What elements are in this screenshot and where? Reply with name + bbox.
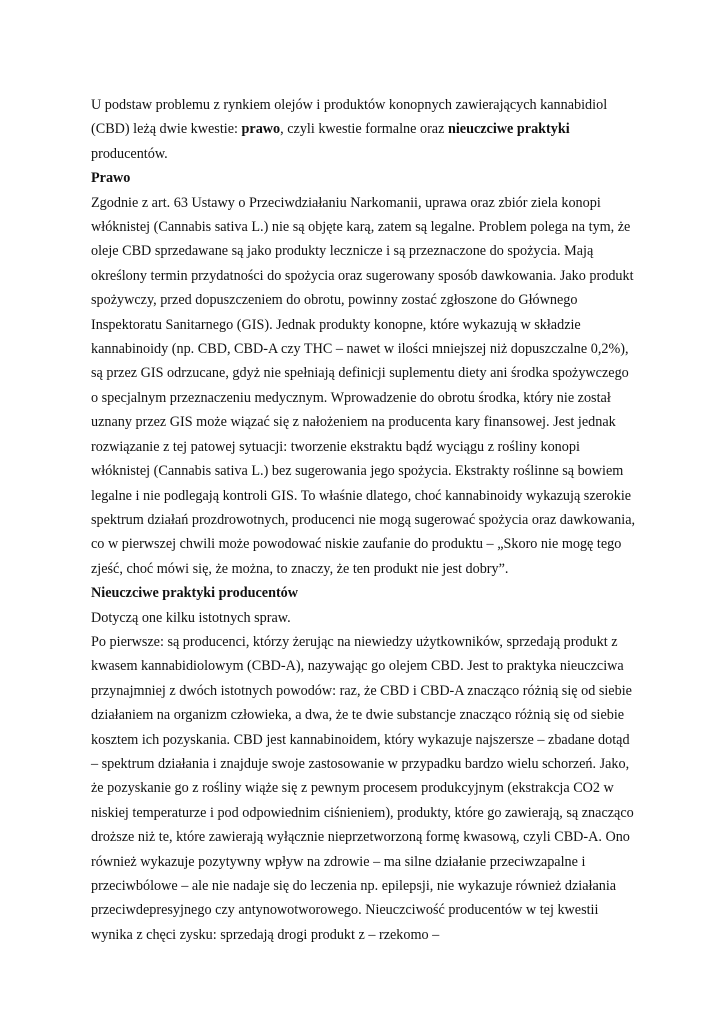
intro-bold-practices: nieuczciwe praktyki bbox=[447, 121, 570, 138]
document-page bbox=[91, 93, 636, 947]
intro-text-2: , czyli kwestie formalne oraz bbox=[280, 121, 448, 138]
section-law-paragraph: Zgodnie z art. 63 Ustawy o Przeciwdziałaniu Narkomanii, uprawa oraz zbiór ziela konopi włóknistej (Cannabis sativa L.) nie są objęte karą, zatem są legalne. Problem polega na tym, że oleje CBD sprzedawane są jako produkty lecznicze i są przeznaczone do spożycia. Mają określony termin przydatności do spożycia oraz sugerowany sposób dawkowania. Jako produkt spożywczy, przed dopuszczeniem do obrotu, powinny zostać zgłoszone do Głównego Inspektoratu Sanitarnego (GIS). Jednak produkty konopne, które wykazują w składzie kannabinoidy (np. CBD, CBD-A czy THC – nawet w ilości mniejszej niż dopuszczalne 0,2%), są przez GIS odrzucane, gdyż nie spełniają definicji suplementu diety ani środka spożywczego o specjalnym przeznaczeniu medycznym. Wprowadzenie do obrotu środka, który nie został uznany przez GIS może wiązać się z nałożeniem na producenta kary finansowej. Jest jednak rozwiązanie z tej patowej sytuacji: tworzenie ekstraktu bądź wyciągu z rośliny konopi włóknistej (Cannabis sativa L.) bez sugerowania jego spożycia. Ekstrakty roślinne są bowiem legalne i nie podlegają kontroli GIS. To właśnie dlatego, choć kannabinoidy wykazują szerokie spektrum działań prozdrowotnych, producenci nie mogą sugerować spożycia oraz dawkowania, co w pierwszej chwili może powodować niskie zaufanie do produktu – „Skoro nie mogę tego zjeść, choć mówi się, że można, to znaczy, że ten produkt nie jest dobry”. bbox=[91, 194, 636, 577]
section-heading-practices: Nieuczciwe praktyki producentów bbox=[91, 585, 299, 602]
intro-bold-law: prawo bbox=[241, 121, 281, 138]
section-heading-law: Prawo bbox=[91, 170, 131, 187]
section-practices-lead: Dotyczą one kilku istotnych spraw. bbox=[91, 609, 291, 626]
intro-text-3: producentów. bbox=[91, 145, 168, 162]
intro-text-1: U podstaw problemu z rynkiem olejów i produktów konopnych zawierających kannabidiol (CBD) leżą dwie kwestie: bbox=[91, 97, 608, 138]
intro-paragraph bbox=[91, 93, 636, 166]
section-practices-paragraph: Po pierwsze: są producenci, którzy żerując na niewiedzy użytkowników, sprzedają produkt z kwasem kannabidiolowym (CBD-A), nazywając go olejem CBD. Jest to praktyka nieuczciwa przynajmniej z dwóch istotnych powodów: raz, że CBD i CBD-A znacząco różnią się od siebie działaniem na organizm człowieka, a dwa, że te dwie substancje znacząco różnią się od siebie kosztem ich pozyskania. CBD jest kannabinoidem, który wykazuje najszersze – zbadane dotąd – spektrum działania i znajduje swoje zastosowanie w przypadku bardzo wielu schorzeń. Jako, że pozyskanie go z rośliny wiąże się z pewnym procesem produkcyjnym (ekstrakcja CO2 w niskiej temperaturze i pod odpowiednim ciśnieniem), produkty, które go zawierają, są znacząco droższe niż te, które zawierają wyłącznie nieprzetworzoną formę kwasową, czyli CBD-A. Ono również wykazuje pozytywny wpływ na zdrowie – ma silne działanie przeciwzapalne i przeciwbólowe – ale nie nadaje się do leczenia np. epilepsji, nie wykazuje również działania przeciwdepresyjnego czy antynowotworowego. Nieuczciwość producentów w tej kwestii wynika z chęci zysku: sprzedają drogi produkt z – rzekomo – bbox=[91, 633, 634, 943]
